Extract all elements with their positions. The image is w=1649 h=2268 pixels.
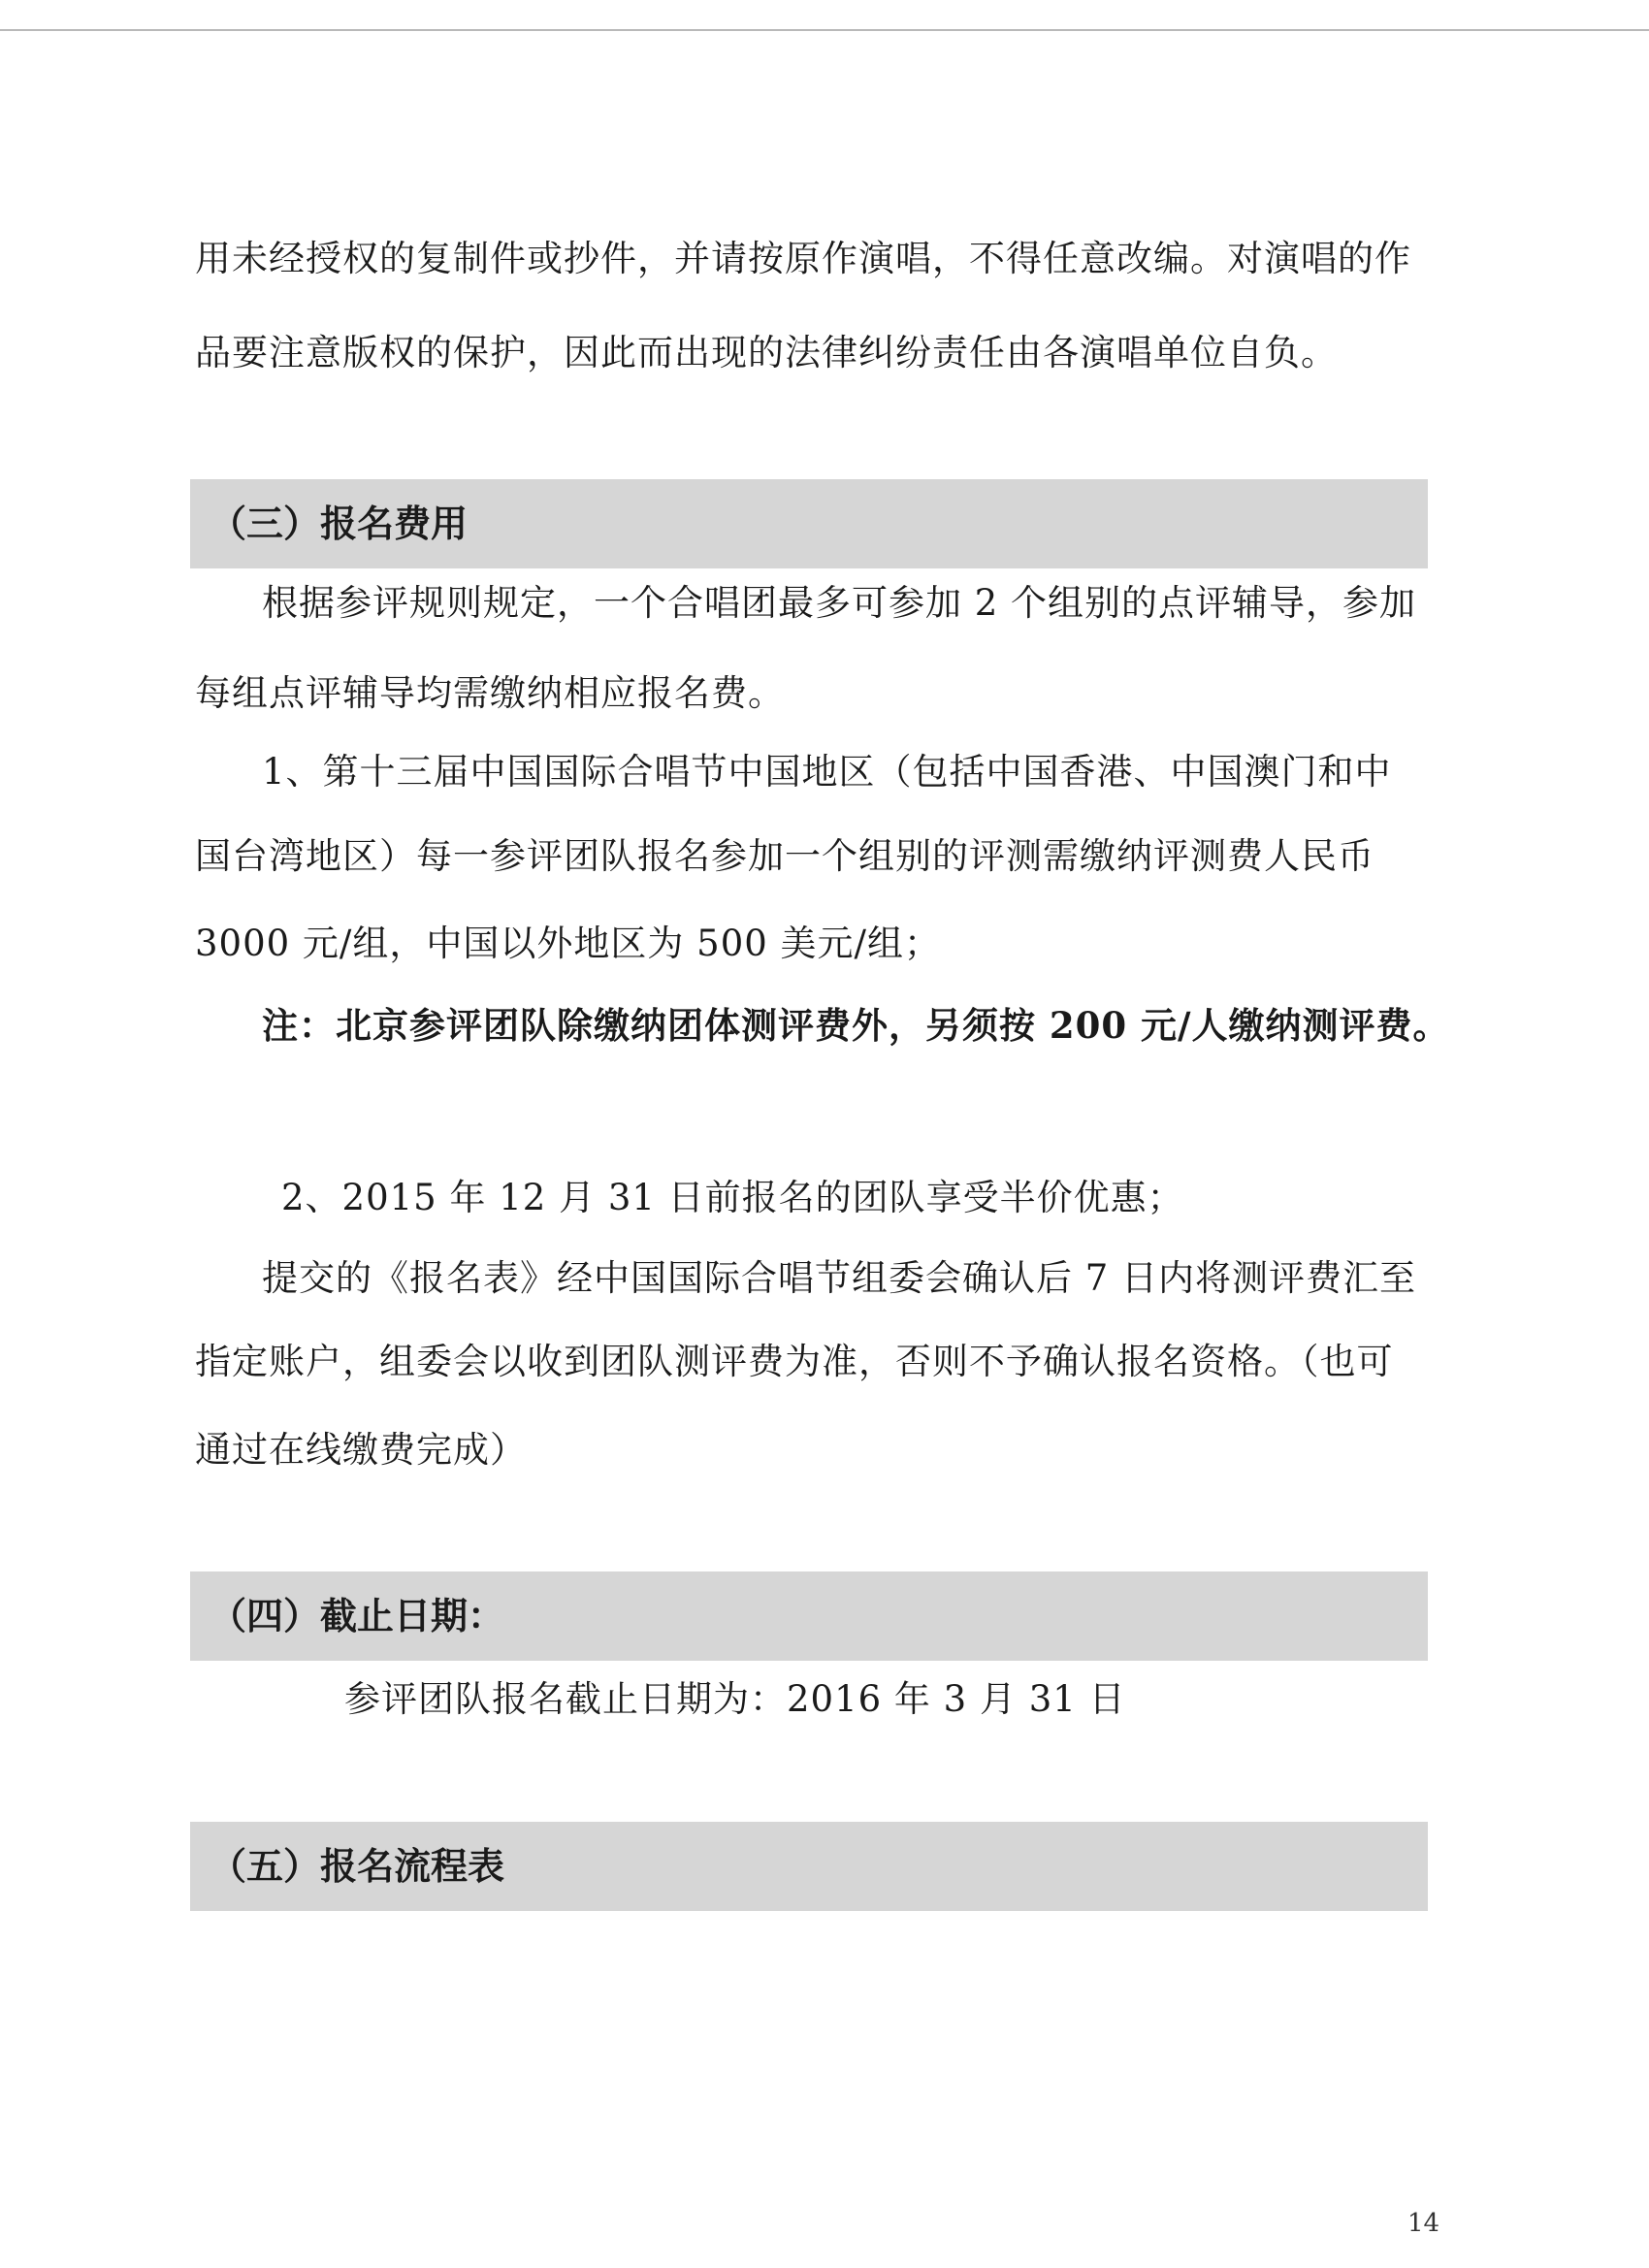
- section-4-deadline: 参评团队报名截止日期为：2016 年 3 月 31 日: [344, 1678, 1126, 1720]
- section-3-item-1-line-1: 1、第十三届中国国际合唱节中国地区（包括中国香港、中国澳门和中: [262, 751, 1392, 793]
- section-3-note: 注：北京参评团队除缴纳团体测评费外，另须按 200 元/人缴纳测评费。: [262, 1004, 1450, 1047]
- section-3-item-1-line-2: 国台湾地区）每一参评团队报名参加一个组别的评测需缴纳评测费人民币: [195, 835, 1374, 877]
- section-3-heading-bar: [190, 479, 1428, 568]
- section-3-item-2: 2、2015 年 12 月 31 日前报名的团队享受半价优惠；: [281, 1177, 1184, 1218]
- section-5-title: （五）报名流程表: [210, 1844, 505, 1888]
- section-4-heading-bar: [190, 1571, 1428, 1661]
- continuation-line-1: 用未经授权的复制件或抄件，并请按原作演唱，不得任意改编。对演唱的作: [195, 238, 1411, 279]
- section-3-submit-line-2: 指定账户，组委会以收到团队测评费为准，否则不予确认报名资格。（也可: [195, 1341, 1394, 1382]
- page-number: 14: [1407, 2209, 1440, 2238]
- section-3-intro-line-1: 根据参评规则规定，一个合唱团最多可参加 2 个组别的点评辅导，参加: [262, 582, 1417, 624]
- section-3-submit-line-1: 提交的《报名表》经中国国际合唱节组委会确认后 7 日内将测评费汇至: [262, 1257, 1417, 1299]
- header-rule: [0, 29, 1649, 31]
- continuation-line-2: 品要注意版权的保护，因此而出现的法律纠纷责任由各演唱单位自负。: [195, 332, 1338, 373]
- section-3-item-1-line-3: 3000 元/组，中国以外地区为 500 美元/组；: [195, 923, 941, 964]
- section-3-title: （三）报名费用: [210, 502, 469, 545]
- section-4-title: （四）截止日期：: [210, 1594, 505, 1637]
- section-3-submit-line-3: 通过在线缴费完成）: [195, 1429, 527, 1471]
- section-5-heading-bar: [190, 1822, 1428, 1911]
- section-3-intro-line-2: 每组点评辅导均需缴纳相应报名费。: [195, 672, 785, 714]
